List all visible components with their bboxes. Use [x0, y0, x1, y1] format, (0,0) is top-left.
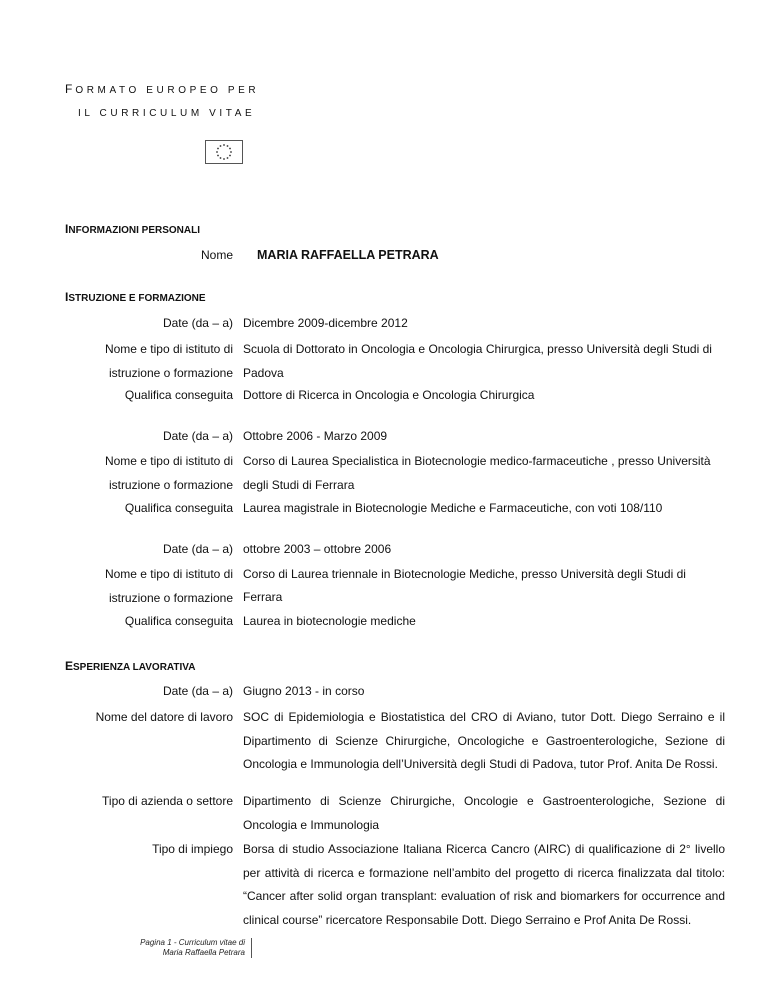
institute-label: Nome e tipo di istituto di	[104, 454, 233, 468]
institute-value: Scuola di Dottorato in Oncologia e Oncologia Chirurgica, presso Università degli Studi di	[243, 342, 712, 356]
qualification-label: Qualifica conseguita	[124, 614, 233, 628]
qualification-label: Qualifica conseguita	[124, 501, 233, 515]
qualification-value: Laurea magistrale in Biotecnologie Mediche e Farmaceutiche, con voti 108/110	[243, 501, 663, 515]
document-title-line-2: IL CURRICULUM VITAE	[78, 108, 256, 119]
section-heading-personal: INFORMAZIONI PERSONALI	[65, 222, 201, 236]
footer-line-1: Pagina 1 - Curriculum vitae di	[140, 938, 245, 947]
institute-value-cont: Padova	[243, 366, 284, 380]
qualification-value: Laurea in biotecnologie mediche	[243, 614, 416, 628]
sector-label: Tipo di azienda o settore	[102, 794, 233, 808]
footer-divider	[251, 938, 252, 958]
institute-value-cont: degli Studi di Ferrara	[243, 478, 355, 492]
document-title-line-1: FORMATO EUROPEO PER	[65, 82, 260, 96]
qualification-value: Dottore di Ricerca in Oncologia e Oncologia Chirurgica	[243, 388, 535, 402]
job-type-value: Borsa di studio Associazione Italiana Ricerca Cancro (AIRC) di qualificazione di 2° livello per attività di ricerca e formazione nell’ambito del progetto di ricerca finalizzata dal titolo: “Cancer after solid organ transplant: evaluation of risk and biomarkers for occurrence and clinical course” ricercatore Responsabile Dott. Diego Serraino e Prof Anita De Rossi.	[243, 842, 725, 927]
institute-label-cont: istruzione o formazione	[108, 591, 233, 605]
date-value: Giugno 2013 - in corso	[243, 684, 365, 698]
page-footer	[140, 938, 245, 958]
institute-value: Corso di Laurea triennale in Biotecnologie Mediche, presso Università degli Studi di Ferrara	[243, 567, 686, 604]
qualification-label: Qualifica conseguita	[124, 388, 233, 402]
employer-label: Nome del datore di lavoro	[95, 710, 233, 724]
date-value: Dicembre 2009-dicembre 2012	[243, 316, 408, 330]
job-type-label: Tipo di impiego	[152, 842, 233, 856]
institute-label: Nome e tipo di istituto di	[104, 567, 233, 581]
section-heading-experience: ESPERIENZA LAVORATIVA	[65, 659, 196, 673]
institute-label-cont: istruzione o formazione	[108, 366, 233, 380]
name-label: Nome	[200, 248, 233, 262]
section-heading-education: ISTRUZIONE E FORMAZIONE	[65, 290, 206, 304]
name-value: MARIA RAFFAELLA PETRARA	[257, 248, 439, 262]
institute-value: Corso di Laurea Specialistica in Biotecnologie medico-farmaceutiche , presso Università	[243, 454, 711, 468]
date-label: Date (da – a)	[162, 684, 233, 698]
footer-line-2: Maria Raffaella Petrara	[162, 948, 245, 957]
date-label: Date (da – a)	[162, 542, 233, 556]
institute-label-cont: istruzione o formazione	[108, 478, 233, 492]
date-label: Date (da – a)	[162, 316, 233, 330]
employer-value: SOC di Epidemiologia e Biostatistica del CRO di Aviano, tutor Dott. Diego Serraino e il Dipartimento di Scienze Chirurgiche, Oncologiche e Gastroenterologiche, Sezione di Oncologia e Immunologia dell’Università degli Studi di Padova, tutor Prof. Anita De Rossi.	[243, 710, 725, 771]
date-value: Ottobre 2006 - Marzo 2009	[243, 429, 388, 443]
eu-flag-icon	[205, 140, 243, 164]
institute-label: Nome e tipo di istituto di	[104, 342, 233, 356]
sector-value: Dipartimento di Scienze Chirurgiche, Oncologie e Gastroenterologiche, Sezione di Oncologia e Immunologia	[243, 794, 725, 832]
date-value: ottobre 2003 – ottobre 2006	[243, 542, 392, 556]
date-label: Date (da – a)	[162, 429, 233, 443]
